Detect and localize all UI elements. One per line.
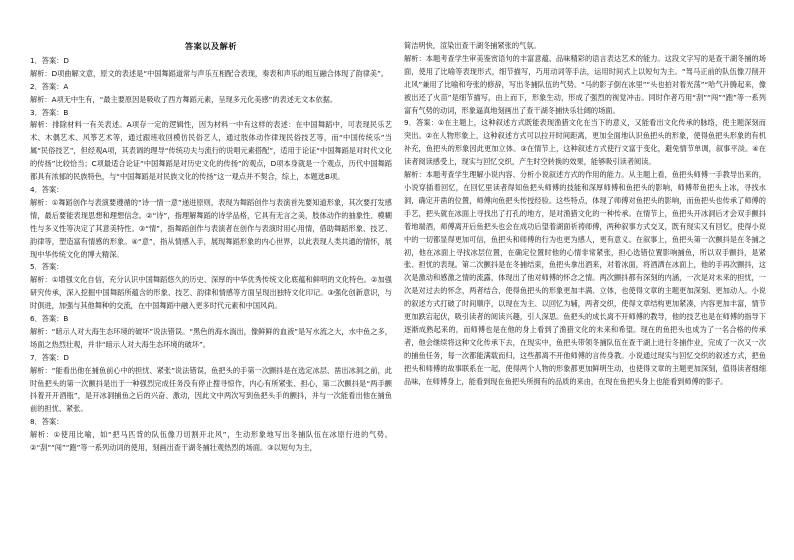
right-column-body bbox=[404, 40, 766, 388]
explanation-paragraph: 解析：排除材料一有关表述。A项存一定的逻辑性，因为材料一中有这样的表述：在中国舞蹈中，可表现民乐艺术、木偶艺术、风筝艺术等，通过跟班收回模仿民俗艺人，通过肢体动作律现民俗技艺等，而“中国传统乐”当属“民俗技艺”，但经观A项，其表调的理导“传统功夫与流行的说唱元素搭配”，适用于论证“中国舞蹈是对时代文化的传扬”比较恰当；C项最适合论证“中国舞蹈是对历史文化的传扬”的观点，D项本身就是一个观点，历代中国舞蹈都具有浓郁的民族特色，与“中国舞蹈是对民族文化的传扬”这一观点并不契合，综上，本题选B项。 bbox=[30, 120, 392, 182]
explanation-paragraph: 解析：①增强文化自信，充分认识中国舞蹈悠久的历史、深厚的中华优秀传统文化底蕴和鲜明的文化特色。②加强研究传承，深入挖掘中国舞蹈所蕴含的形象、技艺、韵律和情感等方面呈现出独特文化印记。③强化创新意识，与时俱进，加强与其他舞种的交流，在中国舞蹈中融入更多时代元素和中国风尚。 bbox=[30, 275, 392, 311]
answer-line: 8．答案： bbox=[30, 417, 64, 427]
answer-line: 4．答案： bbox=[30, 184, 64, 194]
explanation-paragraph: 解析：“能看出他在捕鱼前心中的担忧、紧张”说法错误，鱼把头的手第一次颤抖是在选定冰层、凿出冰洞之前，此时鱼把头的第一次颤抖是出于一种强烈完成任务没有停止搜寻惊作，内心有所紧张、担心，第二次颤抖是“两手颤抖着开开酒瓶”，是开冰洞捕鱼之后的兴奋、激动，因此文中两次写到鱼把头手的颤抖，并与一次能看出他在捕鱼前的担忧、紧张。 bbox=[30, 365, 392, 414]
explanation-paragraph: 解析：A项无中生有，“最主要原因是吸收了西方舞蹈元素，呈现多元化美感”的表述无文本依据。 bbox=[30, 94, 338, 104]
left-column-body bbox=[30, 55, 392, 455]
right-column bbox=[404, 40, 766, 552]
explanation-paragraph: 解析：“暗示人对大海生态环境的破坏”说法错误。“黑色的海水淌出，像鲜鲜的血液”是写水流之大，水中鱼之多，场面之热烈壮观，并非“暗示人对大海生态环境的破坏”。 bbox=[30, 326, 392, 349]
explanation-paragraph: 简洁明快，渲染出查干湖冬捕紧张的气氛。 bbox=[404, 41, 541, 50]
explanation-paragraph: 解析：①舞蹈创作与表演要遵循的“诗一情一意”递进原则，表现为舞蹈创作与表演首先要知道形象，其次要打发感情，最后要能表现思想和理想信念。②“诗”，指理解舞蹈的诗学品格，它具有无言之美，肢体动作的抽象性、模糊性与多义性等决定了其意美特性。③“情”，指舞蹈创作与表演者在创作与表演时用心用情，借助舞蹈形象、技艺、韵律等，塑造富有情感的形象。④“意”，指从情感入手，展现舞蹈形象的内心世界，以此表现人类共通的情怀，展现中华传统文化的博大精深。 bbox=[30, 197, 392, 259]
explanation-paragraph: 解析：D项曲解文意，原文的表述是“中国舞蹈道常与声乐互相配合表现，奏表和声乐的组互融合体现了韵律美”。 bbox=[30, 68, 388, 78]
explanation-paragraph: 解析：本题考查学生理解小说内容、分析小说叙述方式的作用的能力。从主题上看，鱼把头师傅一手教导出来的，小说穿插着回忆，在回忆里读者得知鱼把头师傅的技能和深厚师傅和鱼把头的影响，师傅带鱼把头上冰，寻找水洞，确定开凿的位置，师傅向鱼把头传授经验。这些特点，体现了师傅对鱼把头的影响，而鱼把头也传承了师傅的手艺，把头就在冰面上寻找出了打孔的地方，是对渔猎文化的一种传承。在情节上，鱼把头开冰洞后才会双手颤抖着地端酒，师傅离开后鱼把头也会在成功后望着湖面祈祷师傅，两种叙事方式交叉，既有现实又有回忆，使得小说中的一切都显得更加可信，鱼把头和师傅的行为也更为感人，更有意义。在叙事上，鱼把头第一次颤抖是在冬捕之初，他在冰面上寻找冰层位置，在确定位置时他的心情非常紧张，担心选错位置影响捕鱼，所以双手颤抖，是紧张、担忧的表现。第二次颤抖是在冬捕结束，鱼把头拿出酒来，对着冰面，将酒洒在冰面上，他的手再次颤抖，这次是激动和感激之情的流露，体现出了他对师傅的怀念之情。两次颤抖都有深刻的内涵，一次是对未来的担忧，一次是对过去的怀念，两者结合，使得鱼把头的形象更加丰满、立体，也使得文章的主题更加深刻、更加动人。小说的叙述方式打破了时间顺序，以现在为主、以回忆为辅，两者交织，使得文章结构更加紧凑，内容更加丰富，情节更加跌宕起伏，吸引读者的阅读兴趣，引人深思。鱼把头的成长离不开师傅的教导，他的技艺也是在师傅的指导下逐渐成熟起来的，而师傅也是在他的身上看到了渔猎文化的未来和希望。现在的鱼把头也成为了一名合格的传承者，他会继续将这种文化传承下去，在现实中，鱼把头带领冬捕队伍在查干湖上进行冬捕作业，完成了一次又一次的捕鱼任务，每一次都能满载而归，这些都离不开他师傅的言传身教。小说通过现实与回忆交织的叙述方式，把鱼把头和师傅的故事联系在一起，使得两个人物的形象都更加鲜明生动，也使得文章的主题更加深刻，值得读者细细品味，在师傅身上，能看到现在鱼把头所拥有的品质的来由，在现在鱼把头身上也能看到师傅的影子。 bbox=[404, 170, 766, 386]
left-column bbox=[30, 40, 392, 552]
answer-line: 3．答案：B bbox=[30, 107, 69, 117]
answer-line: 7．答案：D bbox=[30, 352, 69, 362]
explanation-paragraph: 解析：本题考查学生审美鉴赏语句的丰富意蕴、品味精彩的语言表达艺术的能力。这段文字写的是查干湖冬捕的场面，使用了比喻等表现形式，细节描写，巧用动词等手法，运用时间式上以短句为主。“驾马正前的队伍像刀削开北风”兼用了比喻和夸张的修辞，写出冬捕队伍的气势。“马的影子倒在冰里”“头也拍对着光荡”“哈气升腾起来，像被出还了火苗”是细节描写，由上而下，形象生动，形成了强烈的视觉冲击。同时作者巧用“刮”“闯”“跑”等一系列富有气势的动词，形象逼真地刻画出了查干湖冬捕快乐壮阔的场面。 bbox=[404, 53, 766, 115]
answer-line: 6．答案：B bbox=[30, 314, 69, 324]
answer-line: 1．答案：D bbox=[30, 55, 69, 65]
answer-line: 9．答案：①在主题上，这种叙述方式既能表现渔猎文化在当下的意义，又能看出文化传承的脉络，使主题深刻而突出。②在人物形象上，这种叙述方式可以拉开时间距离，更加全面地认识鱼把头的形象，使得鱼把头形象的有机补充，鱼把头的形象因此更加立体。③在情节上，这种叙述方式使行文富于变化，避免情节单调，叙事平淡。④在读者阅读感受上，现实与回忆交织，产生时空转换的效果，能够吸引读者阅读。 bbox=[404, 118, 766, 167]
explanation-paragraph: 解析：①使用比喻，如“把马匹背的队伍像刀切割开北风”，生动形象地写出冬捕队伍在冰原行进的气势。②“刮”“闯”“跑”等一系列动词的使用，刻画出查干湖冬捕壮观热烈的场面。③以短句为主， bbox=[30, 430, 392, 453]
page-title: 答案以及解析 bbox=[184, 41, 238, 51]
answer-line: 2．答案：A bbox=[30, 81, 69, 91]
answer-line: 5．答案： bbox=[30, 262, 64, 272]
